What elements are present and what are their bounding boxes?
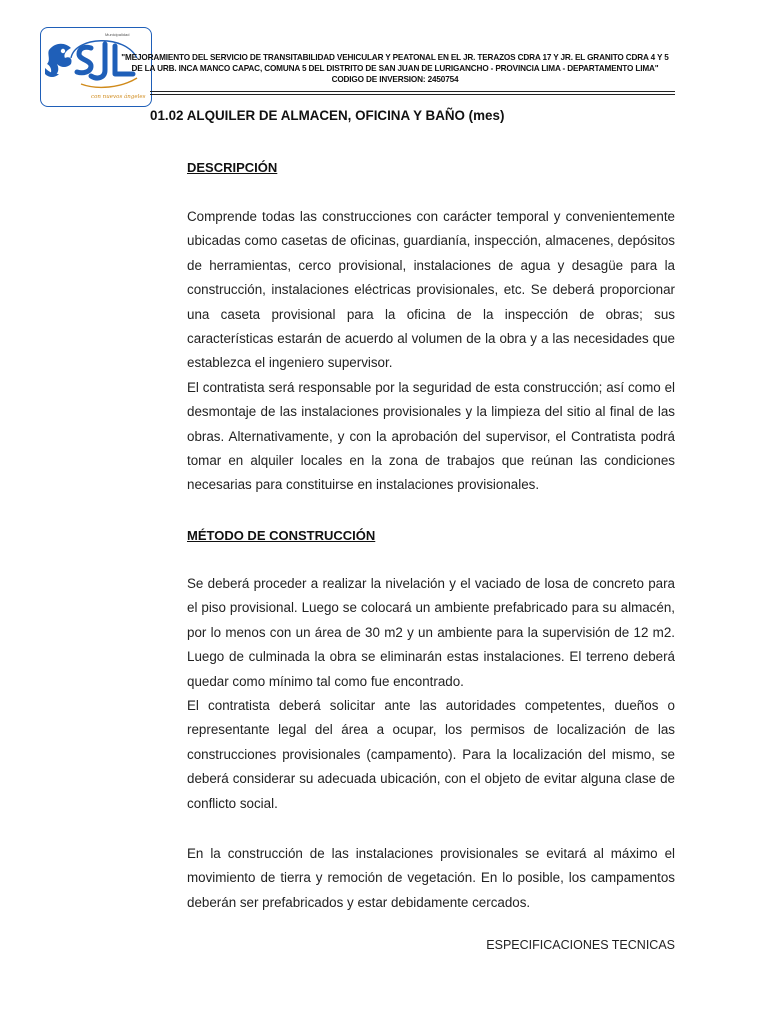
paragraph: Comprende todas las construcciones con carácter temporal y convenientemente ubicadas como casetas de oficinas, guardianía, inspección, almacenes, depósitos de herramientas, cerco provisional, instalaciones de agua y desagüe para la construcción, instalaciones eléctricas provisionales, etc. Se deberá proporcionar una caseta provisional para la oficina de la inspección de obras; sus características estarán de acuerdo al volumen de la obra y a las necesidades que establezca el ingeniero supervisor. bbox=[187, 209, 675, 371]
header-divider bbox=[150, 94, 675, 95]
construction-method-heading: MÉTODO DE CONSTRUCCIÓN bbox=[187, 528, 376, 543]
description-heading: DESCRIPCIÓN bbox=[187, 160, 278, 175]
logo-slogan: con nuevos ángeles bbox=[91, 94, 146, 100]
project-header bbox=[108, 52, 682, 85]
construction-method-body bbox=[187, 572, 675, 816]
header-divider bbox=[150, 91, 675, 92]
construction-method-body-continued bbox=[187, 842, 675, 915]
description-body bbox=[187, 205, 675, 498]
logo-brand-text: Municipalidad bbox=[105, 32, 130, 37]
project-title-line-2: DE LA URB. INCA MANCO CAPAC, COMUNA 5 DEL DISTRITO DE SAN JUAN DE LURIGANCHO - PROVINCIA LIMA - DEPARTAMENTO LIMA" bbox=[131, 64, 659, 73]
investment-code: CODIGO DE INVERSION: 2450754 bbox=[331, 75, 459, 84]
project-title-line-1: "MEJORAMIENTO DEL SERVICIO DE TRANSITABILIDAD VEHICULAR Y PEATONAL EN EL JR. TERAZOS CDRA 17 Y JR. EL GRANITO CDRA 4 Y 5 bbox=[121, 53, 669, 62]
section-title: 01.02 ALQUILER DE ALMACEN, OFICINA Y BAÑO (mes) bbox=[150, 108, 505, 123]
paragraph: El contratista deberá solicitar ante las autoridades competentes, dueños o representante legal del área a ocupar, los permisos de localización de las construcciones provisionales (campamento). Para la localización del mismo, se deberá considerar su adecuada ubicación, con el objeto de evitar alguna clase de conflicto social. bbox=[187, 698, 675, 811]
page-footer: ESPECIFICACIONES TECNICAS bbox=[486, 938, 675, 952]
paragraph: Se deberá proceder a realizar la nivelación y el vaciado de losa de concreto para el piso provisional. Luego se colocará un ambiente prefabricado para su almacén, por lo menos con un área de 30 m2 y un ambiente para la supervisión de 12 m2. Luego de culminada la obra se eliminarán estas instalaciones. El terreno deberá quedar como mínimo tal como fue encontrado. bbox=[187, 576, 675, 689]
paragraph: El contratista será responsable por la seguridad de esta construcción; así como el desmontaje de las instalaciones provisionales y la limpieza del sitio al final de las obras. Alternativamente, y con la aprobación del supervisor, el Contratista podrá tomar en alquiler locales en la zona de trabajos que reúnan las condiciones necesarias para constituirse en instalaciones provisionales. bbox=[187, 379, 675, 493]
paragraph: En la construcción de las instalaciones provisionales se evitará al máximo el movimiento de tierra y remoción de vegetación. En lo posible, los campamentos deberán ser prefabricados y estar debidamente cercados. bbox=[187, 846, 675, 910]
